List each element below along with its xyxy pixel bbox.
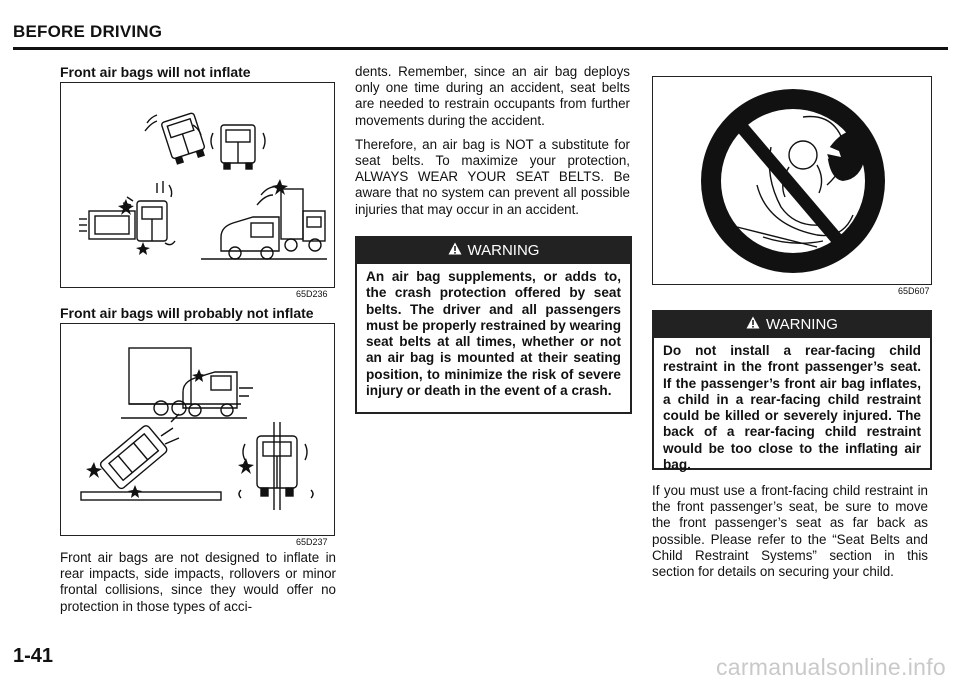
warning-triangle-icon: [448, 242, 462, 255]
watermark: carmanualsonline.info: [715, 654, 946, 680]
paragraph-not-substitute: Therefore, an air bag is NOT a substitute for seat belts. To maximize your protection, ALWAYS WEAR YOUR SEAT BELTS. Be aware that no system can prevent all possible injuries that may occur in an accident.: [355, 136, 630, 217]
warning-triangle-icon: [746, 316, 760, 329]
warning-header: [357, 238, 630, 264]
figure-will-not-inflate: [60, 82, 335, 288]
figure-code-65d237: 65D237: [296, 537, 328, 547]
figure-code-65d607: 65D607: [898, 286, 930, 296]
paragraph-front-facing-seat: [652, 483, 928, 588]
paragraph-text: Front air bags are not designed to inflate in rear impacts, side impacts, rollovers or minor frontal collisions, since they would offer no protection in those types of acci-: [60, 550, 336, 614]
heading-will-not-inflate: Front air bags will not inflate: [60, 64, 251, 80]
warning-box-seat-belts: [355, 236, 632, 414]
figure-code-65d236: 65D236: [296, 289, 328, 299]
no-rear-facing-seat-illustration: [653, 77, 931, 284]
heading-probably-not-inflate: Front air bags will probably not inflate: [60, 305, 314, 321]
warning-title: WARNING: [467, 242, 540, 259]
minor-collision-illustration: [61, 324, 334, 535]
paragraph-deploys-once: dents. Remember, since an air bag deploys only one time during an accident, seat belts are needed to restrain occupants from further movements during the accident.: [355, 64, 630, 128]
section-title: BEFORE DRIVING: [13, 22, 163, 41]
paragraph-text: If you must use a front-facing child restraint in the front passenger’s seat, be sure to move the front passenger’s seat as far back as possible. Please refer to the “Seat Belts and Child Restraint Systems” section in this section for details on securing your child.: [652, 483, 928, 580]
warning-text: Do not install a rear-facing child restraint in the front passenger’s seat. If the passenger’s front air bag inflates, a child in a rear-facing child restraint could be killed or severely injured. The back of a rear-facing child restraint would be too close to the inflating air bag.: [663, 343, 921, 473]
crash-scenarios-illustration: [61, 83, 334, 287]
header-rule: [13, 47, 948, 50]
paragraph-air-bag-limits: [60, 550, 336, 623]
figure-rear-facing-child-seat: [652, 76, 932, 285]
warning-box-child-restraint: [652, 310, 932, 473]
figure-probably-not-inflate: [60, 323, 335, 536]
middle-text-block: [355, 64, 630, 226]
warning-header: [654, 312, 930, 338]
warning-text: An air bag supplements, or adds to, the crash protection offered by seat belts. The driver and all passengers must be properly restrained by wearing seat belts at all times, whether or not an air bag is mounted at their seating position, to minimize the risk of severe injury or death in the event of a crash.: [366, 269, 621, 399]
warning-title: WARNING: [766, 316, 838, 333]
page-number: 1-41: [13, 645, 54, 667]
